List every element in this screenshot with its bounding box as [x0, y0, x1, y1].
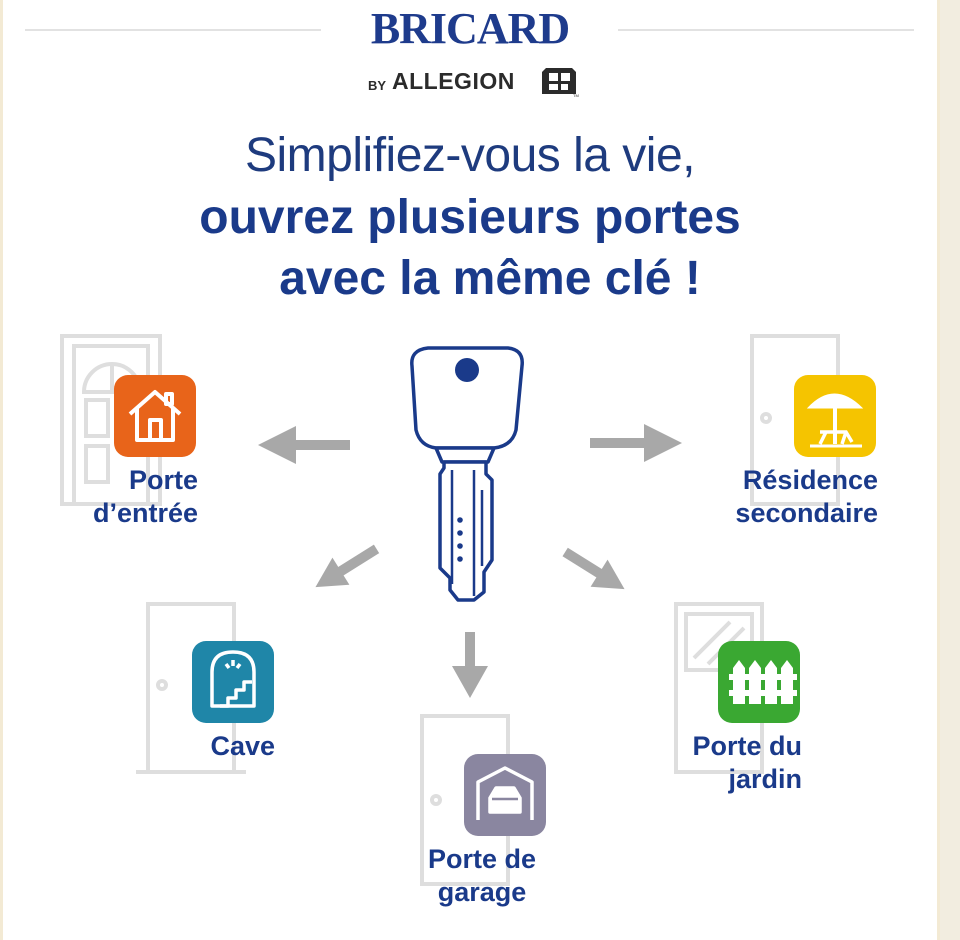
brand-by: BY [368, 78, 387, 93]
key-icon [412, 348, 522, 600]
garage-label-line-1: Porte de [427, 844, 537, 874]
second-home-badge [794, 375, 876, 457]
cellar-label [160, 730, 275, 763]
garage-badge [464, 754, 546, 836]
garage-label [400, 843, 564, 909]
headline-line-2: ouvrez plusieurs portes [199, 191, 741, 244]
arrow-right-icon [590, 424, 682, 462]
garden-label-line-2: jardin [728, 764, 802, 794]
arrow-down-icon [452, 632, 488, 698]
garden-badge [718, 641, 800, 723]
second-home-label [680, 464, 878, 530]
second-home-label-line-2: secondaire [735, 498, 878, 528]
headline-line-1: Simplifiez-vous la vie, [245, 129, 695, 182]
garage-label-line-2: garage [437, 877, 527, 907]
arrow-down-left-icon [307, 535, 385, 600]
arrow-left-icon [258, 426, 350, 464]
headline-line-3: avec la même clé ! [279, 252, 701, 305]
arrow-down-right-icon [557, 538, 633, 602]
garden-label [640, 730, 802, 796]
key-hole [455, 358, 479, 382]
garden-label-line-1: Porte du [692, 731, 802, 761]
second-home-label-line-1: Résidence [742, 465, 878, 495]
front-door-badge [114, 375, 196, 457]
front-door-label [40, 464, 198, 530]
brand-name: BRICARD [370, 4, 570, 53]
front-door-label-line-1: Porte [128, 465, 198, 495]
brand-company: ALLEGION [392, 68, 515, 94]
front-door-label-line-2: d’entrée [92, 498, 198, 528]
cellar-label-line-1: Cave [210, 731, 275, 761]
cellar-badge [192, 641, 274, 723]
svg-text:TM: TM [573, 93, 579, 98]
